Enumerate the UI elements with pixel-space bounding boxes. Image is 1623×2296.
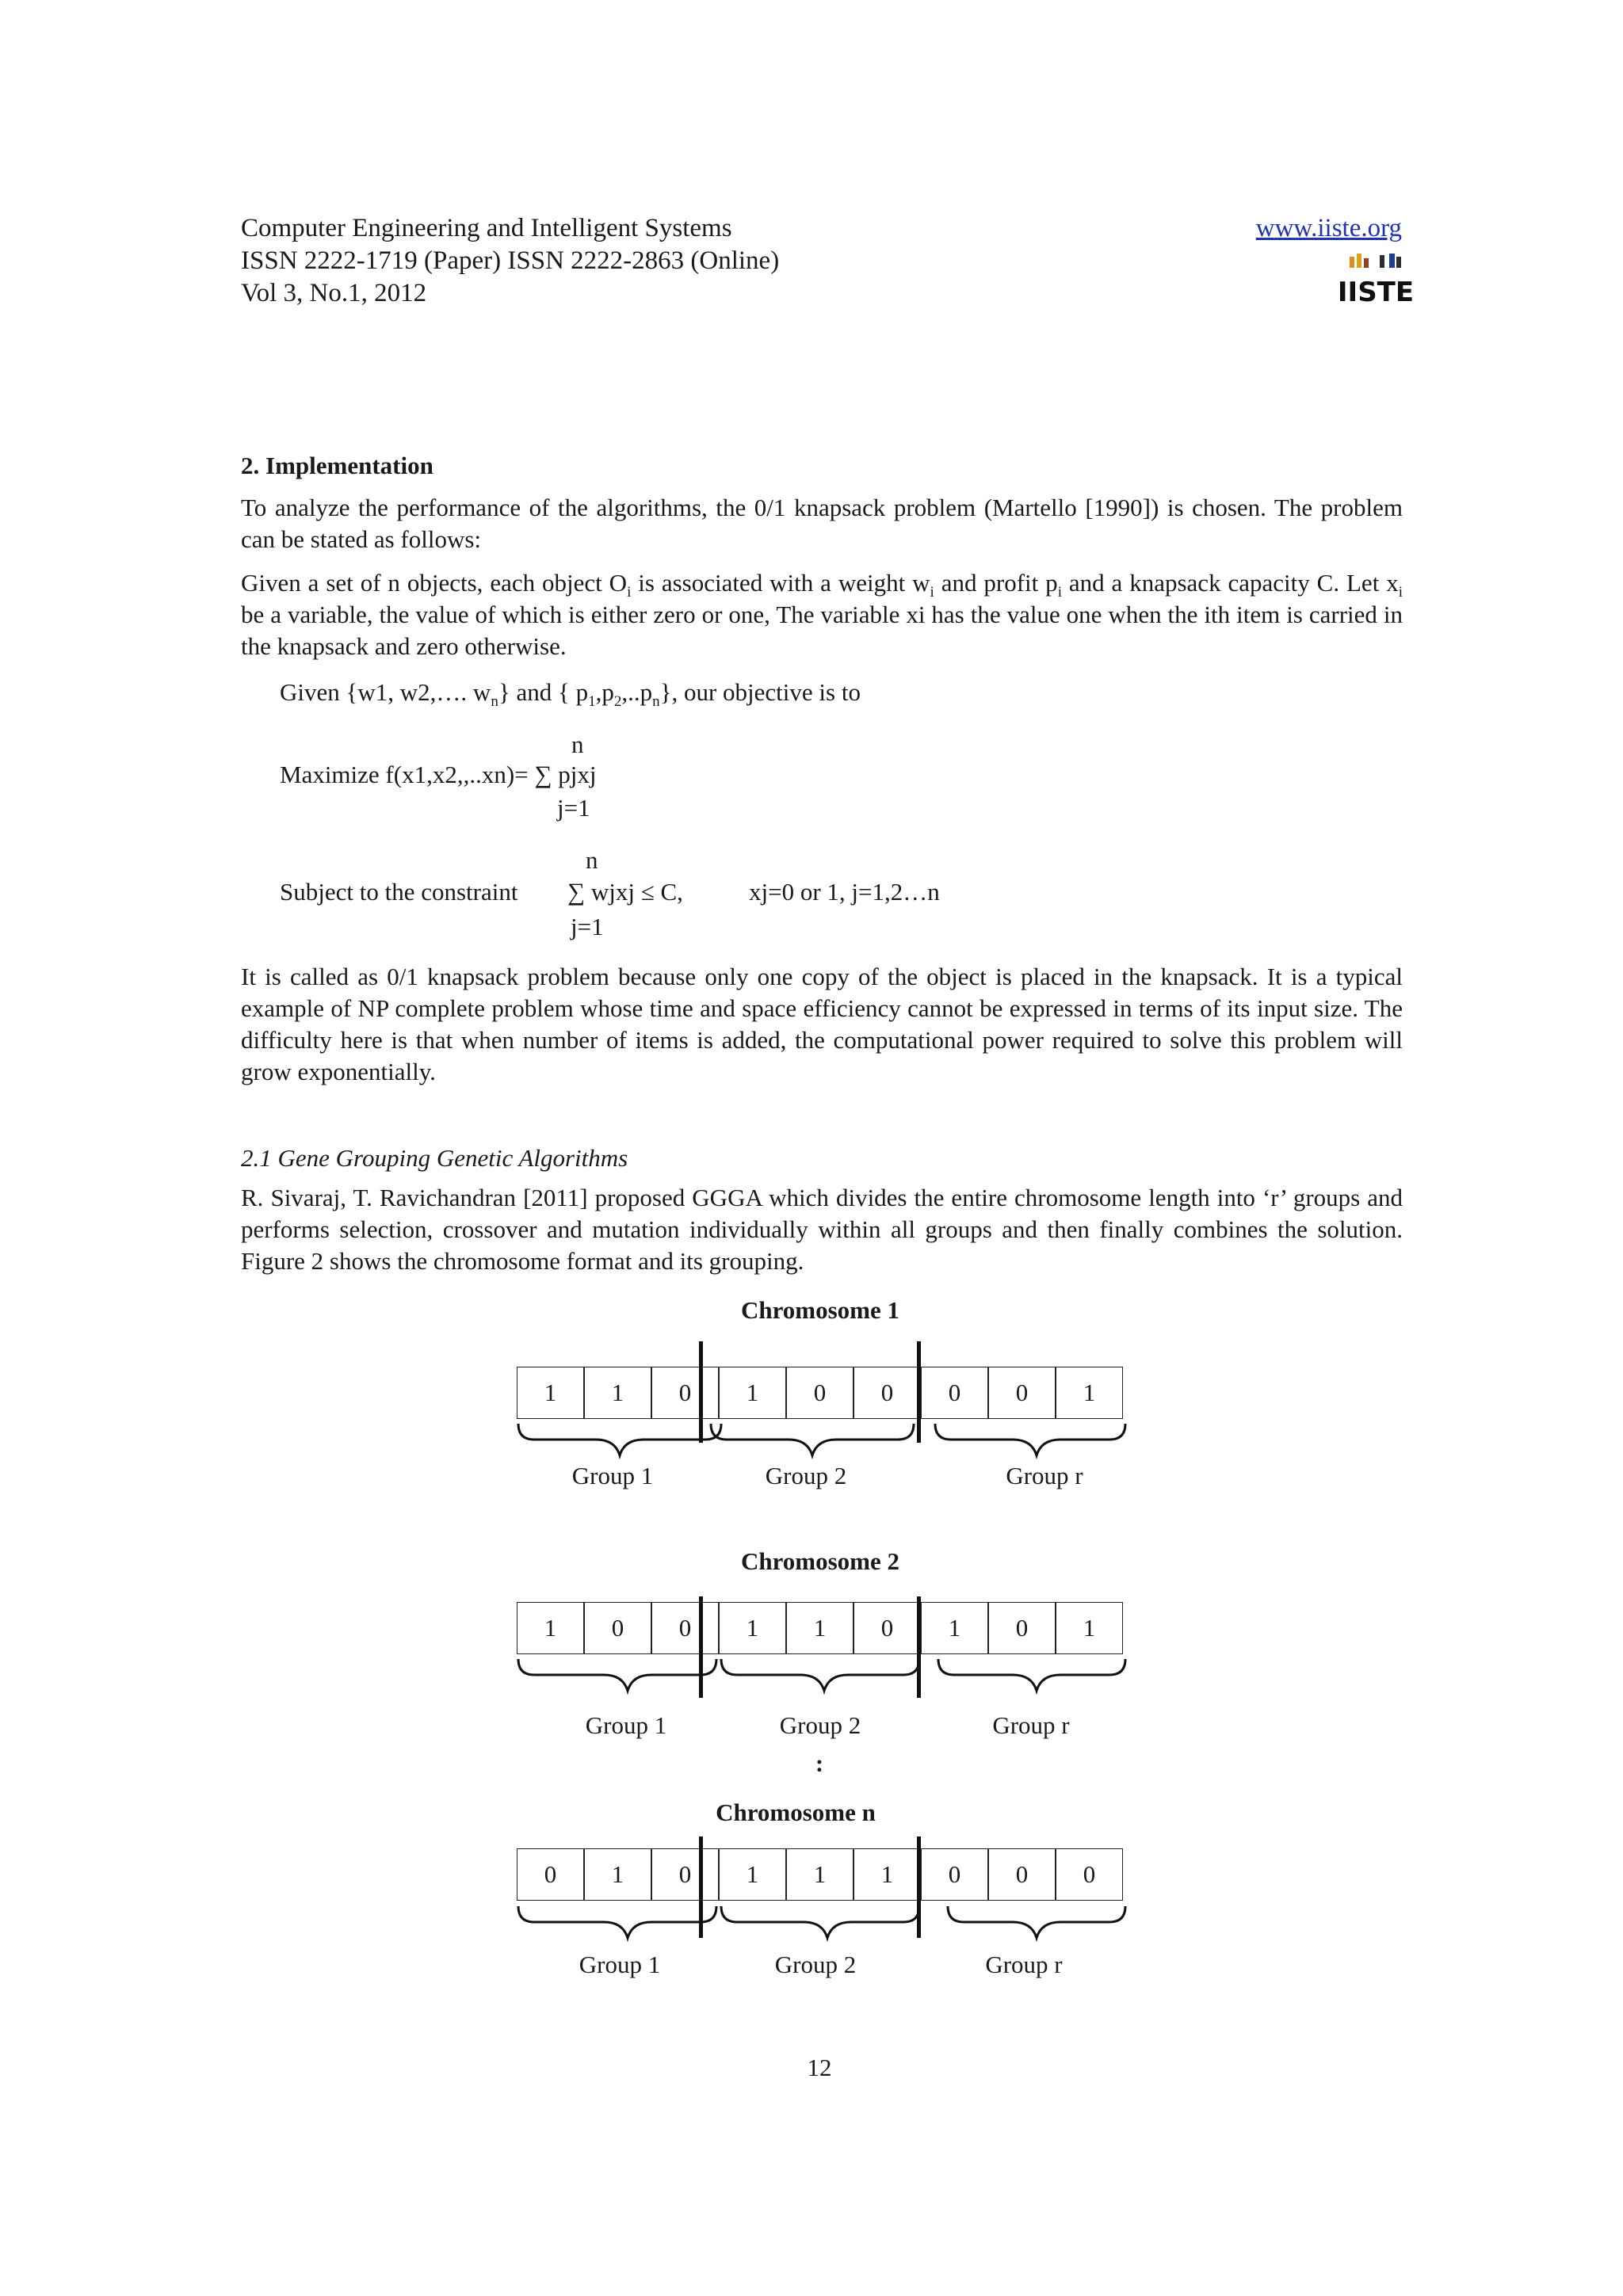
gene-cell: 0: [988, 1848, 1056, 1901]
group-separator: [699, 1836, 703, 1938]
constraint-expression: ∑ wjxj ≤ C,: [567, 878, 683, 906]
gene-cell: 0: [921, 1848, 988, 1901]
group-separator: [699, 1596, 703, 1698]
group-separator: [699, 1341, 703, 1443]
paragraph-np-complete: It is called as 0/1 knapsack problem because only one copy of the object is placed in the knapsack. It is a typical example of NP complete problem whose time and space efficiency cannot be expressed in terms of its input size. The difficulty here is that when number of items is added, the computational power required to solve this problem will grow exponentially.: [241, 963, 1403, 1085]
gene-cell: 1: [786, 1602, 854, 1654]
iiste-logo-text: IISTE: [1337, 277, 1415, 308]
paragraph-ggga: R. Sivaraj, T. Ravichandran [2011] proposed GGGA which divides the entire chromosome length into ‘r’ groups and performs selection, crossover and mutation individually within all groups and then finally combines the solution. Figure 2 shows the chromosome format and its grouping.: [241, 1184, 1403, 1275]
volume-line: Vol 3, No.1, 2012: [241, 279, 427, 307]
gene-cell: 0: [517, 1848, 584, 1901]
gene-cell: 1: [854, 1848, 921, 1901]
paragraph-intro: To analyze the performance of the algorithms, the 0/1 knapsack problem (Martello [1990]) is chosen. The problem can be stated as follows:: [241, 494, 1403, 553]
gene-cell: 0: [584, 1602, 651, 1654]
maximize-expression: Maximize f(x1,x2,,..xn)= ∑ pjxj: [280, 761, 597, 788]
group-label: Group r: [1006, 1462, 1083, 1489]
gene-cell: 1: [584, 1848, 651, 1901]
paragraph-definition: Given a set of n objects, each object $O_i$ is associated with a weight $w_i$ and profit $p_i$ and a knapsack capacity C. Let $x_i$ be a variable, the value of which is either zero or one, The variable xi has the value one when the ith item is carried in the knapsack and zero otherwise.: [241, 569, 1403, 660]
group-label: Group 1: [579, 1951, 661, 1978]
given-line: Given {w1, w2,…. $w_n$} and { $p_1,p_2,..p_n$}, our objective is to: [280, 678, 861, 711]
group-label: Group 1: [571, 1462, 654, 1489]
group-braces: [517, 1422, 1151, 1462]
gene-cell: 0: [921, 1367, 988, 1419]
gene-cell: 1: [786, 1848, 854, 1901]
constraint-upper-limit: n: [586, 846, 598, 874]
chromosome-title: Chromosome 1: [740, 1296, 900, 1324]
gene-cell: 1: [517, 1367, 584, 1419]
gene-cell: 1: [1056, 1367, 1123, 1419]
gene-cell: 1: [719, 1367, 786, 1419]
ellipsis-marker: :: [815, 1749, 824, 1777]
group-label: Group r: [992, 1711, 1070, 1739]
gene-cell: 0: [651, 1602, 719, 1654]
chromosome-row: [517, 1848, 1131, 1901]
gene-cell: 1: [517, 1602, 584, 1654]
gene-cell: 0: [988, 1602, 1056, 1654]
page-number: 12: [807, 2054, 832, 2081]
chromosome-row: [517, 1367, 1131, 1419]
group-label: Group 1: [585, 1711, 667, 1739]
gene-cell: 0: [786, 1367, 854, 1419]
constraint-lower-limit: j=1: [571, 913, 604, 940]
gene-cell: 0: [854, 1602, 921, 1654]
group-separator: [917, 1836, 921, 1938]
gene-cell: 1: [921, 1602, 988, 1654]
gene-cell: 1: [584, 1367, 651, 1419]
group-label: Group 2: [765, 1462, 847, 1489]
maximize-lower-limit: j=1: [557, 794, 590, 822]
group-label: Group 2: [779, 1711, 861, 1739]
iiste-logo: [1337, 252, 1415, 308]
chromosome-title: Chromosome 2: [740, 1547, 900, 1575]
gene-cell: 0: [1056, 1848, 1123, 1901]
gene-cell: 0: [988, 1367, 1056, 1419]
group-label: Group 2: [774, 1951, 857, 1978]
chromosome-title: Chromosome n: [716, 1798, 876, 1826]
maximize-upper-limit: n: [571, 730, 584, 758]
constraint-condition: xj=0 or 1, j=1,2…n: [749, 878, 940, 906]
gene-cell: 0: [854, 1367, 921, 1419]
gene-cell: 0: [651, 1367, 719, 1419]
constraint-label: Subject to the constraint: [280, 878, 518, 906]
subsection-title: 2.1 Gene Grouping Genetic Algorithms: [241, 1144, 628, 1172]
journal-title: Computer Engineering and Intelligent Systems: [241, 214, 732, 242]
chromosome-row: [517, 1602, 1131, 1654]
group-separator: [917, 1596, 921, 1698]
gene-cell: 0: [651, 1848, 719, 1901]
gene-cell: 1: [719, 1602, 786, 1654]
issn-line: ISSN 2222-1719 (Paper) ISSN 2222-2863 (Online): [241, 246, 780, 275]
group-braces: [517, 1657, 1151, 1697]
group-label: Group r: [985, 1951, 1063, 1978]
gene-cell: 1: [719, 1848, 786, 1901]
section-title: 2. Implementation: [241, 452, 433, 479]
group-braces: [517, 1905, 1151, 1944]
journal-website-link[interactable]: www.iiste.org: [1255, 214, 1402, 242]
gene-cell: 1: [1056, 1602, 1123, 1654]
group-separator: [917, 1341, 921, 1443]
